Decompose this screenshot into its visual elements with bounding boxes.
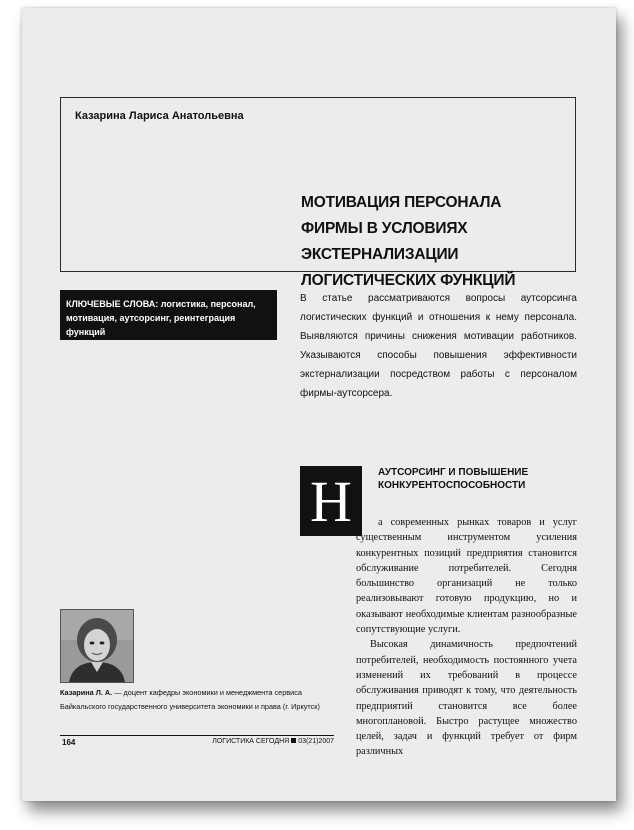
- body-paragraph: а современных рынках товаров и услуг существенным инструментом усиления конкурентных позиций предприятия становится обслуживание потребителей. Сегодня большинство организаций не только реализовывают готовую продукцию, но и оказывают необходимые клиентам разнообразные сопутствующие услуги.: [356, 517, 577, 636]
- keywords-box: КЛЮЧЕВЫЕ СЛОВА: логистика, персонал, мотивация, аутсорсинг, реинтеграция функций: [60, 290, 277, 340]
- square-bullet-icon: [291, 738, 296, 743]
- body-paragraph: Высокая динамичность предпочтений потребителей, необходимость постоянного учета изменений их требований в процессе обслуживания приводят к тому, что деятельность предприятий становится все более многоплановой. Быстро растущее множество целей, задач и функций требует от фирм различных: [356, 639, 577, 758]
- author-photo: [60, 609, 134, 683]
- journal-issue: 03(21)2007: [298, 738, 334, 745]
- section-heading: АУТСОРСИНГ И ПОВЫШЕНИЕ КОНКУРЕНТОСПОСОБНОСТИ: [378, 467, 529, 491]
- journal-page: [22, 8, 616, 801]
- author-name: Казарина Лариса Анатольевна: [75, 110, 244, 122]
- journal-name: ЛОГИСТИКА СЕГОДНЯ: [212, 738, 290, 745]
- footer-rule: [60, 735, 334, 736]
- title-box: [60, 97, 576, 289]
- author-caption: [60, 686, 342, 714]
- abstract: В статье рассматриваются вопросы аутсорсинга логистических функций и отношения к нему персонала. Выявляются причины снижения мотивации работников. Указываются способы повышения эффективности экстернализации посредством работы с персоналом фирмы-аутсорсера.: [300, 293, 577, 399]
- page-number: 164: [62, 738, 76, 747]
- caption-author-description: — доцент кафедры экономики и менеджмента сервиса Байкальского государственного университета экономики и права (г. Иркутск): [60, 688, 320, 711]
- article-title: МОТИВАЦИЯ ПЕРСОНАЛА ФИРМЫ В УСЛОВИЯХ ЭКСТЕРНАЛИЗАЦИИ ЛОГИСТИЧЕСКИХ ФУНКЦИЙ: [301, 194, 516, 289]
- body-text: [356, 515, 577, 760]
- author-portrait-icon: [61, 610, 133, 682]
- caption-author-name: Казарина Л. А.: [60, 688, 113, 697]
- footer-journal: [212, 738, 334, 745]
- dropcap-letter: Н: [300, 466, 362, 536]
